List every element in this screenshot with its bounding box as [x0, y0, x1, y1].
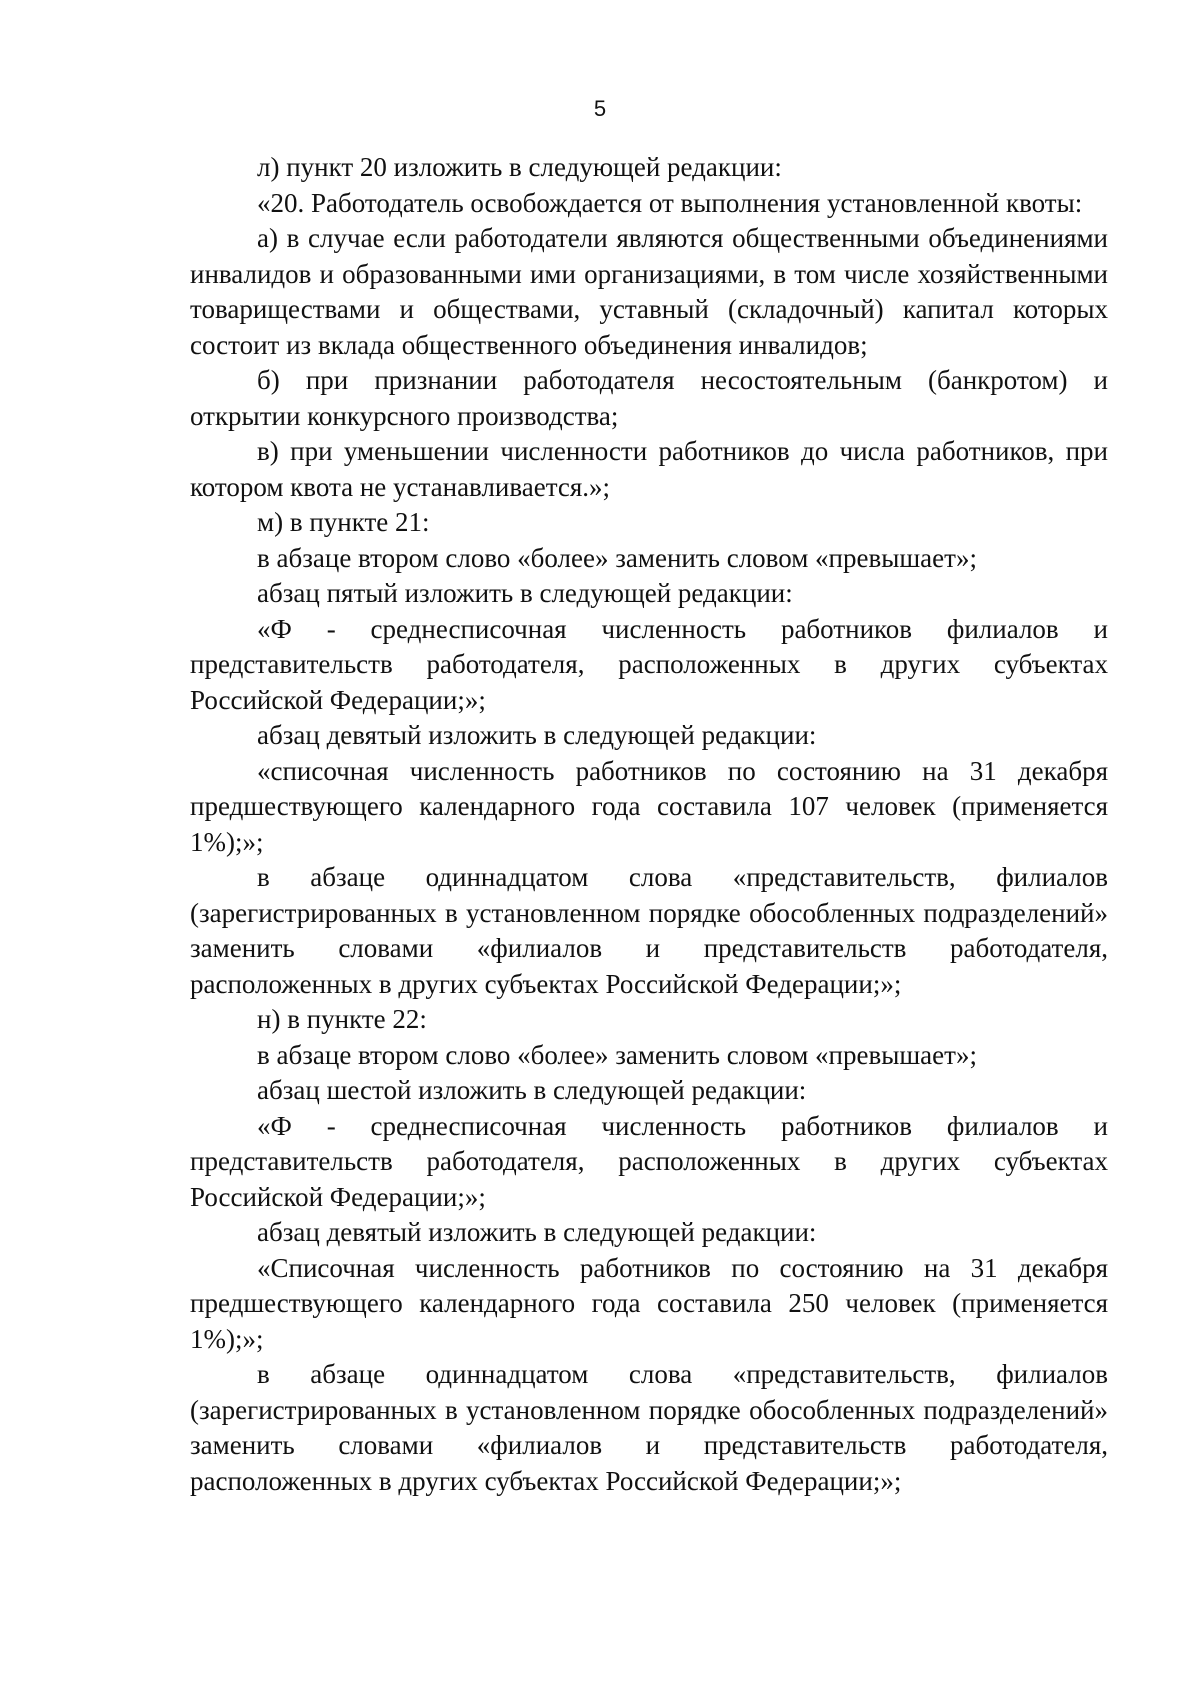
paragraph-item-v: в) при уменьшении численности работников до числа работников, при котором квота не устанавливается.»;: [190, 436, 1108, 502]
paragraph-fifth-abzac-21: абзац пятый изложить в следующей редакции:: [257, 578, 793, 608]
paragraph-quote-20: «20. Работодатель освобождается от выполнения установленной квоты:: [257, 187, 1083, 218]
paragraph-eleventh-abzac-21: в абзаце одиннадцатом слова «представительств, филиалов (зарегистрированных в установленном порядке обособленных подразделений» заменить словами «филиалов и представительств работодателя, расположенных в других субъектах Российской Федерации;»;: [190, 862, 1108, 999]
paragraph-m-item: м) в пункте 21:: [257, 507, 430, 537]
document-body: [190, 150, 1108, 1499]
paragraph-headcount-250: «Списочная численность работников по состоянию на 31 декабря предшествующего календарного года составила 250 человек (применяется 1%);»;: [190, 1252, 1108, 1354]
paragraph-eleventh-abzac-22: в абзаце одиннадцатом слова «представительств, филиалов (зарегистрированных в установленном порядке обособленных подразделений» заменить словами «филиалов и представительств работодателя, расположенных в других субъектах Российской Федерации;»;: [190, 1359, 1108, 1496]
paragraph-l-item: л) пункт 20 изложить в следующей редакции:: [257, 152, 782, 182]
page-number: 5: [593, 96, 607, 121]
paragraph-sixth-abzac-22: абзац шестой изложить в следующей редакции:: [257, 1075, 807, 1105]
paragraph-item-a: а) в случае если работодатели являются общественными объединениями инвалидов и образованными ими организациями, в том числе хозяйственными товариществами и обществами, уставный (складочный) капитал которых состоит из вклада общественного объединения инвалидов;: [190, 223, 1108, 360]
paragraph-item-b: б) при признании работодателя несостоятельным (банкротом) и открытии конкурсного производства;: [190, 365, 1108, 431]
paragraph-second-abzac-21: в абзаце втором слово «более» заменить словом «превышает»;: [257, 542, 977, 573]
paragraph-n-item: н) в пункте 22:: [257, 1004, 427, 1034]
paragraph-headcount-107: «списочная численность работников по состоянию на 31 декабря предшествующего календарного года составила 107 человек (применяется 1%);»;: [190, 755, 1108, 857]
paragraph-ninth-abzac-22: абзац девятый изложить в следующей редакции:: [257, 1217, 817, 1247]
paragraph-f-definition-22: «Ф - среднесписочная численность работников филиалов и представительств работодателя, расположенных в других субъектах Российской Федерации;»;: [190, 1110, 1108, 1212]
paragraph-second-abzac-22: в абзаце втором слово «более» заменить словом «превышает»;: [257, 1039, 977, 1070]
paragraph-f-definition-21: «Ф - среднесписочная численность работников филиалов и представительств работодателя, расположенных в других субъектах Российской Федерации;»;: [190, 613, 1108, 715]
paragraph-ninth-abzac-21: абзац девятый изложить в следующей редакции:: [257, 720, 817, 750]
